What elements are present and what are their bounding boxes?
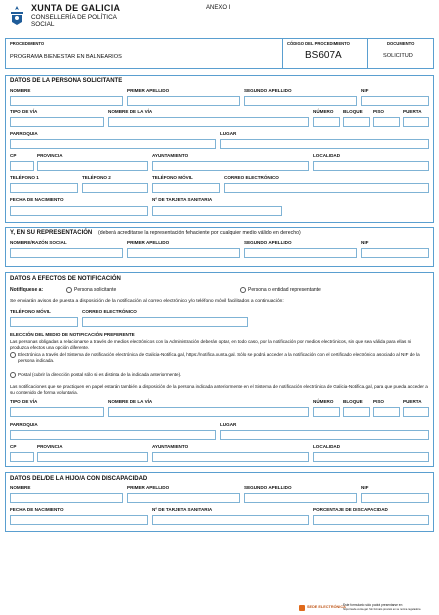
notification-correo-label: CORREO ELECTRÓNICO bbox=[82, 309, 137, 314]
notify-representative-radio[interactable] bbox=[240, 287, 246, 293]
child-nombre-label: NOMBRE bbox=[10, 485, 31, 490]
applicant-cp-label: CP bbox=[10, 153, 17, 158]
annex-label: ANEXO I bbox=[206, 5, 231, 11]
footer-note-line1: Este formulario sólo podrá presentarse en bbox=[343, 603, 403, 607]
applicant-nombre-via-field[interactable] bbox=[108, 117, 309, 127]
child-segundo-apellido-field[interactable] bbox=[244, 493, 357, 503]
applicant-correo-label: CORREO ELECTRÓNICO bbox=[224, 175, 279, 180]
applicant-provincia-label: PROVINCIA bbox=[37, 153, 63, 158]
applicant-tarjeta-label: Nº DE TARJETA SANITARIA bbox=[152, 197, 213, 202]
applicant-numero-label: NÚMERO bbox=[313, 109, 334, 114]
notification-paper-text: Las notificaciones que se practiquen en papel estarán también a disposición de la persona indicada anteriormente en el Sistema de notificación electrónica de Galicia-Notifica.gal, para que pueda acceder a su contenido de forma voluntaria. bbox=[10, 384, 428, 395]
representative-nombre-label: NOMBRE/RAZÓN SOCIAL bbox=[10, 240, 67, 245]
representative-section-title: Y, EN SU REPRESENTACIÓN bbox=[10, 230, 93, 236]
notification-postal-label: Postal (cubrir la dirección postal sólo si es distinta de la indicada anteriormente). bbox=[18, 372, 182, 377]
notification-telefono-movil-field[interactable] bbox=[10, 317, 78, 327]
notification-medio-text: Las personas obligadas a relacionarse a través de medios electrónicos con la Administración deberán optar, en todo caso, por la notificación por medios electrónicos, sin que sea válida para ellas ni produzca efectos una opción diferente. bbox=[10, 339, 412, 350]
child-nif-label: NIF bbox=[361, 485, 369, 490]
procedure-code-value: BS607A bbox=[305, 50, 342, 61]
notification-puerta-label: PUERTA bbox=[403, 399, 422, 404]
footer-note-line2: https://sede.xunta.gal. Sin formato previsto en su norma reguladora bbox=[343, 607, 421, 611]
notification-provincia-field[interactable] bbox=[37, 452, 148, 462]
notification-localidad-label: LOCALIDAD bbox=[313, 444, 341, 449]
notification-electronic-radio[interactable] bbox=[10, 352, 16, 358]
applicant-nif-label: NIF bbox=[361, 88, 369, 93]
notification-numero-field[interactable] bbox=[313, 407, 340, 417]
document-label: DOCUMENTO bbox=[387, 41, 415, 46]
child-primer-apellido-label: PRIMER APELLIDO bbox=[127, 485, 170, 490]
applicant-tipo-via-field[interactable] bbox=[10, 117, 104, 127]
representative-primer-apellido-label: PRIMER APELLIDO bbox=[127, 240, 170, 245]
notification-provincia-label: PROVINCIA bbox=[37, 444, 63, 449]
applicant-tarjeta-field[interactable] bbox=[152, 206, 282, 216]
notification-parroquia-label: PARROQUIA bbox=[10, 422, 38, 427]
representative-primer-apellido-field[interactable] bbox=[127, 248, 240, 258]
notification-ayuntamiento-field[interactable] bbox=[152, 452, 309, 462]
notification-piso-label: PISO bbox=[373, 399, 384, 404]
applicant-nombre-via-label: NOMBRE DE LA VÍA bbox=[108, 109, 153, 114]
notification-localidad-field[interactable] bbox=[313, 452, 429, 462]
procedure-code-label: CÓDIGO DEL PROCEDIMIENTO bbox=[287, 41, 350, 46]
notification-ayuntamiento-label: AYUNTAMIENTO bbox=[152, 444, 189, 449]
applicant-section-title: DATOS DE LA PERSONA SOLICITANTE bbox=[10, 78, 123, 84]
procedure-value: PROGRAMA BIENESTAR EN BALNEARIOS bbox=[10, 54, 122, 60]
applicant-telefono1-label: TELÉFONO 1 bbox=[10, 175, 39, 180]
applicant-piso-field[interactable] bbox=[373, 117, 400, 127]
applicant-numero-field[interactable] bbox=[313, 117, 340, 127]
notification-medio-title: ELECCIÓN DEL MEDIO DE NOTIFICACIÓN PREFERENTE bbox=[10, 332, 135, 337]
notification-electronic-label: Electrónica a través del Sistema de notificación electrónica de Galicia-Notifica.gal, https://notifica.xunta.gal. Sólo se podrá acceder a la notificación con el certificado electrónico asociado al NIF de la persona indicada. bbox=[18, 352, 420, 363]
procedure-divider-1 bbox=[282, 38, 283, 69]
applicant-bloque-field[interactable] bbox=[343, 117, 370, 127]
applicant-puerta-field[interactable] bbox=[403, 117, 429, 127]
applicant-cp-field[interactable] bbox=[10, 161, 34, 171]
child-nif-field[interactable] bbox=[361, 493, 429, 503]
applicant-fecha-nacimiento-label: FECHA DE NACIMIENTO bbox=[10, 197, 64, 202]
applicant-primer-apellido-field[interactable] bbox=[127, 96, 240, 106]
applicant-ayuntamiento-field[interactable] bbox=[152, 161, 309, 171]
notification-avisos-text: Se enviarán avisos de puesta a disposición de la notificación al correo electrónico y/o teléfono móvil facilitados a continuación: bbox=[10, 299, 284, 304]
xunta-logo bbox=[6, 4, 28, 26]
child-section-title: DATOS DEL/DE LA HIJO/A CON DISCAPACIDAD bbox=[10, 476, 148, 482]
notification-tipo-via-label: TIPO DE VÍA bbox=[10, 399, 38, 404]
org-name: XUNTA DE GALICIA bbox=[31, 3, 121, 13]
applicant-telefono-movil-label: TELÉFONO MÓVIL bbox=[152, 175, 193, 180]
applicant-piso-label: PISO bbox=[373, 109, 384, 114]
notification-nombre-via-field[interactable] bbox=[108, 407, 309, 417]
representative-segundo-apellido-label: SEGUNDO APELLIDO bbox=[244, 240, 292, 245]
child-nombre-field[interactable] bbox=[10, 493, 123, 503]
notification-piso-field[interactable] bbox=[373, 407, 400, 417]
child-porcentaje-field[interactable] bbox=[313, 515, 429, 525]
applicant-nombre-label: NOMBRE bbox=[10, 88, 31, 93]
applicant-telefono2-label: TELÉFONO 2 bbox=[82, 175, 111, 180]
notify-applicant-label: Persona solicitante bbox=[74, 287, 117, 293]
notification-bloque-label: BLOQUE bbox=[343, 399, 363, 404]
child-fecha-nacimiento-label: FECHA DE NACIMIENTO bbox=[10, 507, 64, 512]
applicant-parroquia-field[interactable] bbox=[10, 139, 216, 149]
notification-tipo-via-field[interactable] bbox=[10, 407, 104, 417]
notification-lugar-label: LUGAR bbox=[220, 422, 237, 427]
applicant-primer-apellido-label: PRIMER APELLIDO bbox=[127, 88, 170, 93]
applicant-telefono1-field[interactable] bbox=[10, 183, 78, 193]
notify-to-label: Notifíquese a: bbox=[10, 287, 44, 293]
applicant-nombre-field[interactable] bbox=[10, 96, 123, 106]
sede-logo bbox=[299, 605, 305, 611]
child-porcentaje-label: PORCENTAJE DE DISCAPACIDAD bbox=[313, 507, 388, 512]
applicant-ayuntamiento-label: AYUNTAMIENTO bbox=[152, 153, 189, 158]
document-value: SOLICITUD bbox=[383, 53, 413, 59]
applicant-correo-field[interactable] bbox=[224, 183, 429, 193]
representative-nif-label: NIF bbox=[361, 240, 369, 245]
applicant-localidad-label: LOCALIDAD bbox=[313, 153, 341, 158]
representative-note: (deberá acreditarse la representación fehaciente por cualquier medio válido en derecho) bbox=[98, 229, 301, 236]
applicant-parroquia-label: PARROQUIA bbox=[10, 131, 38, 136]
child-primer-apellido-field[interactable] bbox=[127, 493, 240, 503]
applicant-lugar-field[interactable] bbox=[220, 139, 429, 149]
applicant-telefono2-field[interactable] bbox=[82, 183, 148, 193]
notify-representative-label: Persona o entidad representante bbox=[248, 287, 321, 293]
notification-cp-field[interactable] bbox=[10, 452, 34, 462]
notification-correo-field[interactable] bbox=[82, 317, 248, 327]
applicant-segundo-apellido-field[interactable] bbox=[244, 96, 357, 106]
child-tarjeta-field[interactable] bbox=[152, 515, 309, 525]
applicant-telefono-movil-field[interactable] bbox=[152, 183, 220, 193]
notification-section-title: DATOS A EFECTOS DE NOTIFICACIÓN bbox=[10, 276, 121, 282]
child-fecha-nacimiento-field[interactable] bbox=[10, 515, 148, 525]
child-tarjeta-label: Nº DE TARJETA SANITARIA bbox=[152, 507, 213, 512]
representative-nombre-field[interactable] bbox=[10, 248, 123, 258]
applicant-lugar-label: LUGAR bbox=[220, 131, 237, 136]
applicant-nif-field[interactable] bbox=[361, 96, 429, 106]
notification-numero-label: NÚMERO bbox=[313, 399, 334, 404]
procedure-label: PROCEDIMENTO bbox=[10, 41, 45, 46]
org-department-line2: SOCIAL bbox=[31, 21, 55, 28]
notification-nombre-via-label: NOMBRE DE LA VÍA bbox=[108, 399, 153, 404]
notification-puerta-field[interactable] bbox=[403, 407, 429, 417]
org-department-line1: CONSELLERÍA DE POLÍTICA bbox=[31, 14, 117, 21]
applicant-provincia-field[interactable] bbox=[37, 161, 148, 171]
applicant-fecha-nacimiento-field[interactable] bbox=[10, 206, 148, 216]
representative-segundo-apellido-field[interactable] bbox=[244, 248, 357, 258]
applicant-segundo-apellido-label: SEGUNDO APELLIDO bbox=[244, 88, 292, 93]
applicant-localidad-field[interactable] bbox=[313, 161, 429, 171]
notification-postal-radio[interactable] bbox=[10, 372, 16, 378]
notify-applicant-radio[interactable] bbox=[66, 287, 72, 293]
child-segundo-apellido-label: SEGUNDO APELLIDO bbox=[244, 485, 292, 490]
notification-lugar-field[interactable] bbox=[220, 430, 429, 440]
applicant-puerta-label: PUERTA bbox=[403, 109, 422, 114]
representative-nif-field[interactable] bbox=[361, 248, 429, 258]
notification-cp-label: CP bbox=[10, 444, 17, 449]
applicant-tipo-via-label: TIPO DE VÍA bbox=[10, 109, 38, 114]
notification-telefono-movil-label: TELÉFONO MÓVIL bbox=[10, 309, 51, 314]
notification-parroquia-field[interactable] bbox=[10, 430, 216, 440]
sede-label: SEDE ELECTRÓNICA bbox=[307, 604, 346, 609]
notification-bloque-field[interactable] bbox=[343, 407, 370, 417]
procedure-divider-2 bbox=[367, 38, 368, 69]
applicant-bloque-label: BLOQUE bbox=[343, 109, 363, 114]
